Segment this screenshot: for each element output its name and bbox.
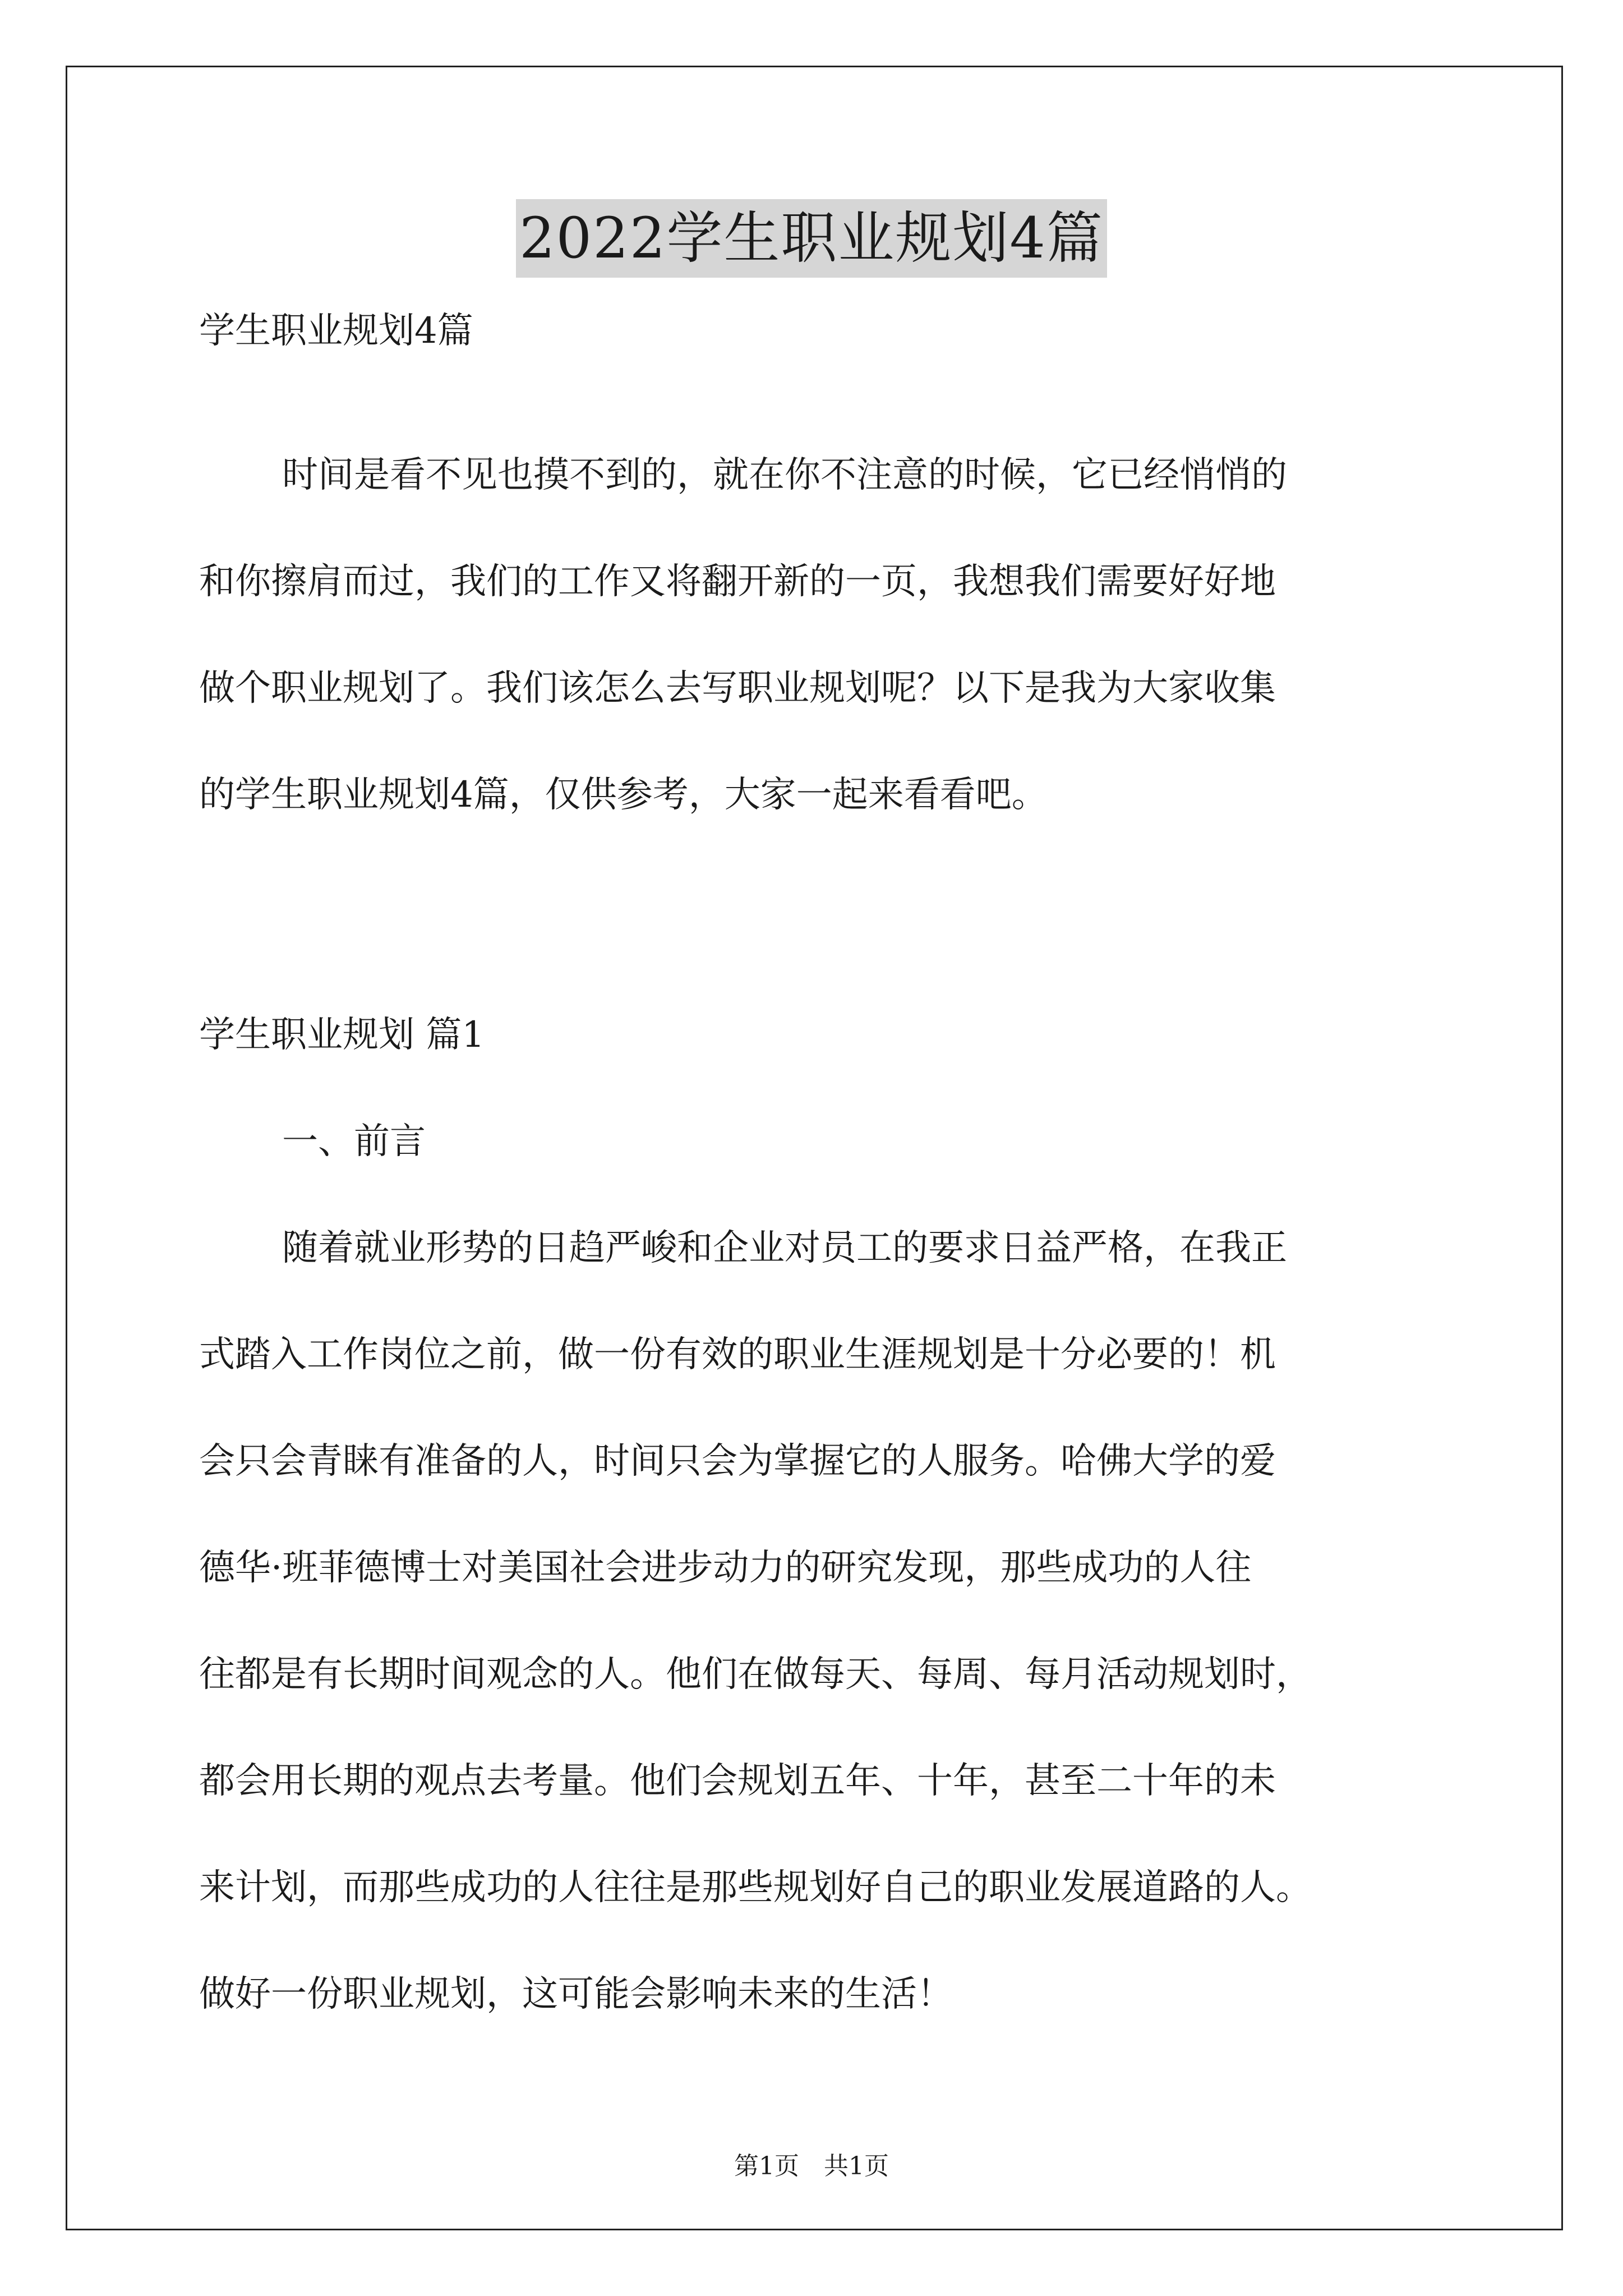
body-line: 德华·班菲德博士对美国社会进步动力的研究发现，那些成功的人往: [199, 1547, 1252, 1589]
intro-line: 时间是看不见也摸不到的，就在你不注意的时候，它已经悄悄的: [282, 454, 1287, 496]
document-body: [199, 303, 1455, 2073]
item-heading: 一、前言: [282, 1121, 426, 1162]
body-line: 来计划，而那些成功的人往往是那些规划好自己的职业发展道路的人。: [199, 1867, 1312, 1908]
body-paragraph: [199, 1220, 1455, 2073]
intro-line: 和你擦肩而过，我们的工作又将翻开新的一页，我想我们需要好好地: [199, 561, 1276, 602]
body-line: 会只会青睐有准备的人，时间只会为掌握它的人服务。哈佛大学的爱: [199, 1441, 1276, 1482]
page-footer: [0, 2150, 1623, 2183]
intro-line: 的学生职业规划4篇，仅供参考，大家一起来看看吧。: [199, 774, 1048, 816]
intro-paragraph: [199, 422, 1455, 848]
intro-line: 做个职业规划了。我们该怎么去写职业规划呢？以下是我为大家收集: [199, 668, 1276, 709]
body-line: 都会用长期的观点去考量。他们会规划五年、十年，甚至二十年的未: [199, 1760, 1276, 1802]
body-line: 式踏入工作岗位之前，做一份有效的职业生涯规划是十分必要的！机: [199, 1334, 1276, 1375]
page-number: 第1页 共1页: [734, 2152, 889, 2180]
body-line: 做好一份职业规划，这可能会影响未来的生活！: [199, 1973, 953, 2015]
document-title: 2022学生职业规划4篇: [516, 199, 1107, 278]
document-subtitle: 学生职业规划4篇: [199, 310, 473, 352]
body-line: 往都是有长期时间观念的人。他们在做每天、每周、每月活动规划时，: [199, 1654, 1312, 1695]
body-line: 随着就业形势的日趋严峻和企业对员工的要求日益严格，在我正: [282, 1227, 1287, 1269]
section-heading: 学生职业规划 篇1: [199, 1014, 485, 1056]
title-container: [0, 199, 1623, 278]
